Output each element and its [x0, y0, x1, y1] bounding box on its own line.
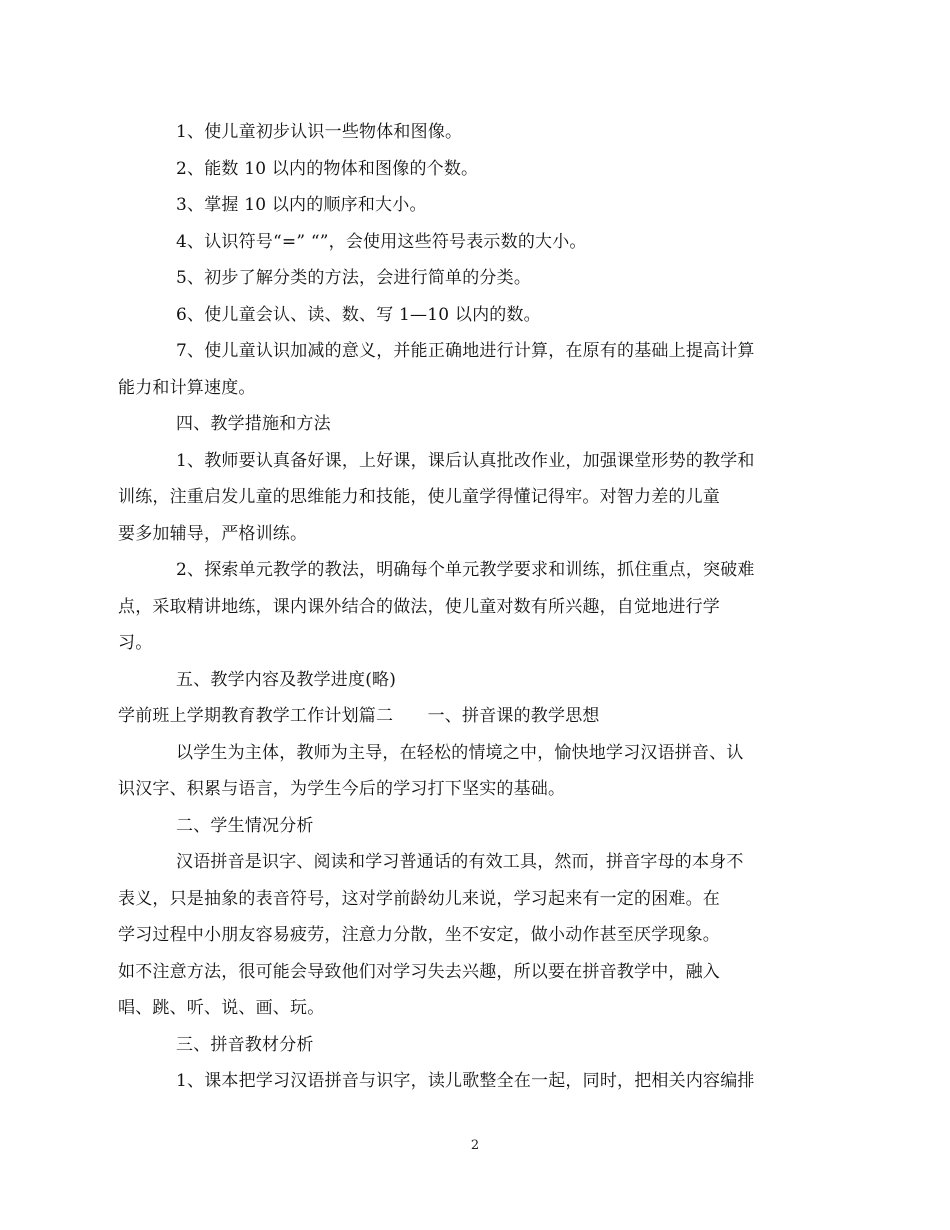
paragraph-line: 要多加辅导，严格训练。 — [118, 523, 308, 544]
paragraph-line: 表义，只是抽象的表音符号，这对学前龄幼儿来说，学习起来有一定的困难。在 — [118, 888, 720, 909]
paragraph-line: 学习过程中小朋友容易疲劳，注意力分散，坐不安定，做小动作甚至厌学现象。 — [118, 925, 720, 945]
paragraph-line: 汉语拼音是识字、阅读和学习普通话的有效工具，然而，拼音字母的本身不 — [176, 852, 744, 872]
page-number: 2 — [470, 1138, 480, 1153]
list-item: 2、能数 10 以内的物体和图像的个数。 — [176, 158, 479, 179]
paragraph-line: 能力和计算速度。 — [118, 377, 256, 398]
paragraph-line: 习。 — [118, 633, 153, 653]
list-item: 2、探索单元教学的教法，明确每个单元教学要求和训练，抓住重点，突破难 — [176, 560, 755, 580]
section-heading: 二、学生情况分析 — [176, 815, 314, 836]
section-heading: 五、教学内容及教学进度(略) — [176, 669, 397, 690]
list-item: 7、使儿童认识加减的意义，并能正确地进行计算，在原有的基础上提高计算 — [176, 341, 755, 361]
paragraph-line: 以学生为主体，教师为主导，在轻松的情境之中，愉快地学习汉语拼音、认 — [176, 742, 744, 763]
list-item: 1、课本把学习汉语拼音与识字，读儿歌整全在一起，同时，把相关内容编排 — [176, 1071, 755, 1091]
article-title-line: 学前班上学期教育教学工作计划篇二 一、拼音课的教学思想 — [118, 706, 600, 726]
paragraph-line: 如不注意方法，很可能会导致他们对学习失去兴趣，所以要在拼音教学中，融入 — [118, 961, 720, 982]
paragraph-line: 识汉字、积累与语言，为学生今后的学习打下坚实的基础。 — [118, 779, 566, 799]
section-heading: 四、教学措施和方法 — [176, 414, 331, 434]
list-item: 6、使儿童会认、读、数、写 1—10 以内的数。 — [176, 304, 541, 325]
list-item: 4、认识符号“=” “”，会使用这些符号表示数的大小。 — [176, 231, 587, 252]
paragraph-line: 训练，注重启发儿童的思维能力和技能，使儿童学得懂记得牢。对智力差的儿童 — [118, 487, 720, 507]
list-item: 1、使儿童初步认识一些物体和图像。 — [176, 122, 463, 142]
list-item: 5、初步了解分类的方法，会进行简单的分类。 — [176, 268, 532, 288]
paragraph-line: 唱、跳、听、说、画、玩。 — [118, 998, 325, 1018]
paragraph-line: 点，采取精讲地练，课内课外结合的做法，使儿童对数有所兴趣，自觉地进行学 — [118, 596, 720, 617]
section-heading: 三、拼音教材分析 — [176, 1034, 314, 1055]
document-body — [118, 114, 808, 1100]
list-item: 3、掌握 10 以内的顺序和大小。 — [176, 195, 427, 215]
list-item: 1、教师要认真备好课，上好课，课后认真批改作业，加强课堂形势的教学和 — [176, 450, 755, 471]
